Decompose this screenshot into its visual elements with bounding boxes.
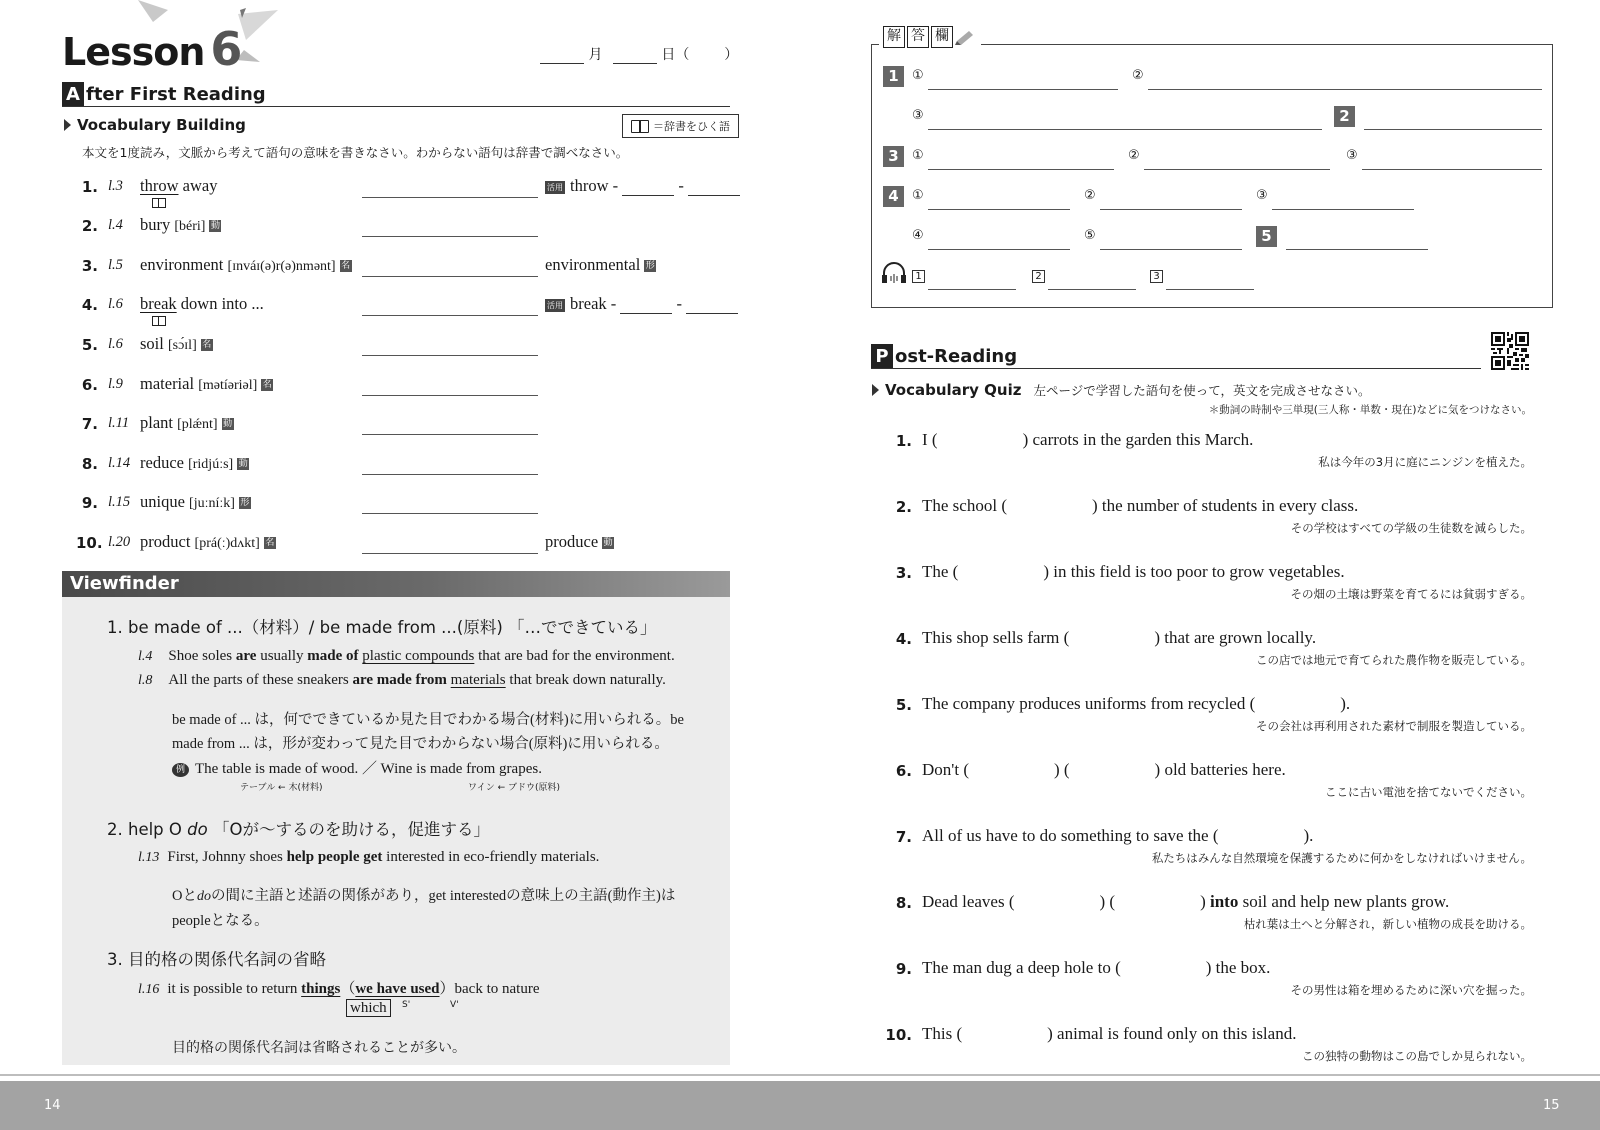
answer-q3: 3 xyxy=(883,146,904,167)
point1-heading: 1. be made of ...（材料）/ be made from ...(原料) 「…でできている」 xyxy=(107,618,657,637)
answer-q4: 4 xyxy=(883,186,904,207)
point2-note1: Oとdoの間に主語と述語の関係があり，get interestedの意味上の主語(動作主)は xyxy=(172,888,676,904)
vocab-word: reduce [ridjúːs] 動 xyxy=(140,453,248,472)
after-first-reading-header: A fter First Reading xyxy=(62,82,730,107)
quiz-number: 10. xyxy=(885,1026,912,1044)
part-of-speech-tag: 名 xyxy=(265,538,275,549)
answer-3-2-label: ② xyxy=(1128,148,1140,163)
conjugation-blank[interactable] xyxy=(620,298,672,314)
vocab-line-ref: l.11 xyxy=(108,415,130,431)
point3-heading: 3. 目的格の関係代名詞の省略 xyxy=(107,950,326,969)
answer-5-field[interactable] xyxy=(1286,249,1428,250)
page-footer xyxy=(0,1081,1600,1130)
answer-1-1-label: ① xyxy=(912,68,924,83)
quiz-sentence: All of us have to do something to save the ( ). xyxy=(922,826,1314,845)
part-of-speech-tag: 動 xyxy=(210,221,220,232)
vocab-word: break down into ... xyxy=(140,294,264,313)
listening-3-field[interactable] xyxy=(1166,289,1254,290)
answer-3-3-label: ③ xyxy=(1346,148,1358,163)
meaning-answer-field[interactable] xyxy=(362,453,538,475)
example-gloss-wine: ワイン ← ブドウ(原料) xyxy=(468,783,561,793)
quiz-sentence: The man dug a deep hole to ( ) the box. xyxy=(922,958,1271,977)
answer-2-field[interactable] xyxy=(1364,129,1542,130)
which-box: which xyxy=(346,1000,391,1017)
quiz-translation: この独特の動物はこの島でしか見られない。 xyxy=(1302,1049,1532,1063)
quiz-translation: その男性は箱を埋めるために深い穴を掘った。 xyxy=(1290,983,1532,997)
example-gloss-table: テーブル ← 木(材料) xyxy=(240,783,323,793)
listening-3-label: 3 xyxy=(1150,268,1163,283)
vocab-number: 9. xyxy=(81,494,98,512)
footer-divider xyxy=(0,1074,1600,1076)
subject-mark: S' xyxy=(402,1000,411,1010)
quiz-sentence: Don't ( ) ( ) old batteries here. xyxy=(922,760,1286,779)
right-page-number: 15 xyxy=(1543,1098,1560,1113)
part-of-speech-tag: 名 xyxy=(202,340,212,351)
point3-example: l.16 it is possible to return things（we have used）back to nature xyxy=(138,981,540,997)
quiz-number: 8. xyxy=(895,894,912,912)
answer-q2: 2 xyxy=(1334,106,1355,127)
answer-3-1-label: ① xyxy=(912,148,924,163)
quiz-sentence: The company produces uniforms from recycled ( ). xyxy=(922,694,1351,713)
answer-4-1-field[interactable] xyxy=(928,209,1070,210)
answer-4-2-label: ② xyxy=(1084,188,1096,203)
vocab-word: environment [ɪnváɪ(ə)r(ə)nmənt] 名 xyxy=(140,255,351,274)
meaning-answer-field[interactable] xyxy=(362,215,538,237)
quiz-sentence: This ( ) animal is found only on this island. xyxy=(922,1024,1297,1043)
quiz-number: 7. xyxy=(895,828,912,846)
quiz-sentence: Dead leaves ( ) ( ) into soil and help new plants grow. xyxy=(922,892,1450,911)
point2-example: l.13 First, Johnny shoes help people get interested in eco-friendly materials. xyxy=(138,849,600,865)
meaning-answer-field[interactable] xyxy=(362,492,538,514)
related-word: produce 動 xyxy=(545,532,613,551)
point1-note2: made from ... は，形が変わって見た目でわからない場合(原料)に用いられる。 xyxy=(172,736,669,752)
answer-3-3-field[interactable] xyxy=(1362,169,1542,170)
vocab-word: soil [sɔ́ɪl] 名 xyxy=(140,334,212,353)
point2-heading: 2. help O do 「Oが～するのを助ける，促進する」 xyxy=(107,820,490,839)
vocab-number: 10. xyxy=(76,534,103,552)
vocab-line-ref: l.5 xyxy=(108,257,123,273)
point1-example2: l.8 All the parts of these sneakers are made from materials that break down naturally. xyxy=(138,672,666,688)
conjugation-prompt: 活用 break - - xyxy=(545,294,738,314)
answer-4-5-label: ⑤ xyxy=(1084,228,1096,243)
vocab-number: 6. xyxy=(81,376,98,394)
vocab-number: 1. xyxy=(81,178,98,196)
vocab-word: plant [plǽnt] 動 xyxy=(140,413,233,432)
part-of-speech-tag: 動 xyxy=(238,459,248,470)
quiz-number: 4. xyxy=(895,630,912,648)
headphones-icon xyxy=(881,262,907,284)
answer-4-3-label: ③ xyxy=(1256,188,1268,203)
quiz-translation: その学校はすべての学級の生徒数を減らした。 xyxy=(1290,521,1532,535)
day-blank[interactable] xyxy=(613,48,657,64)
quiz-sentence: The ( ) in this field is too poor to grow vegetables. xyxy=(922,562,1345,581)
point1-note1: be made of ... は，何でできているか見た目でわかる場合(材料)に用いられる。be xyxy=(172,712,684,728)
conjugation-blank[interactable] xyxy=(688,180,740,196)
date-line: 月 日（ ） xyxy=(540,44,738,64)
listening-2-field[interactable] xyxy=(1048,289,1136,290)
meaning-answer-field[interactable] xyxy=(362,334,538,356)
answer-q5: 5 xyxy=(1256,226,1277,247)
point1-example1: l.4 Shoe soles are usually made of plastic compounds that are bad for the environment. xyxy=(138,648,675,664)
vocab-building-title: Vocabulary Building xyxy=(64,116,246,134)
conjugation-prompt: 活用 throw - - xyxy=(545,176,740,196)
answer-3-2-field[interactable] xyxy=(1144,169,1330,170)
vocab-instruction: 本文を1度読み，文脈から考えて語句の意味を書きなさい。わからない語句は辞書で調べなさい。 xyxy=(82,145,629,160)
quiz-number: 2. xyxy=(895,498,912,516)
quiz-note: ＊動詞の時制や三単現(三人称・単数・現在)などに気をつけなさい。 xyxy=(1208,404,1532,416)
vocab-number: 5. xyxy=(81,336,98,354)
meaning-answer-field[interactable] xyxy=(362,374,538,396)
quiz-sentence: I ( ) carrots in the garden this March. xyxy=(922,430,1254,449)
quiz-translation: この店では地元で育てられた農作物を販売している。 xyxy=(1256,653,1532,667)
answer-1-3-field[interactable] xyxy=(928,129,1322,130)
post-reading-header: P ost-Reading xyxy=(871,344,1481,369)
answer-4-3-field[interactable] xyxy=(1272,209,1414,210)
vocab-line-ref: l.15 xyxy=(108,494,131,510)
verb-mark: V' xyxy=(450,1000,459,1010)
vocab-word: throw away xyxy=(140,176,218,195)
quiz-translation: 私たちはみんな自然環境を保護するために何かをしなければいけません。 xyxy=(1151,851,1532,865)
point1-example: 例 The table is made of wood. ／ Wine is made from grapes. xyxy=(172,757,542,778)
answer-4-4-label: ④ xyxy=(912,228,924,243)
vocab-number: 4. xyxy=(81,296,98,314)
part-of-speech-tag: 名 xyxy=(341,261,351,272)
part-of-speech-tag: 名 xyxy=(262,380,272,391)
vocab-line-ref: l.6 xyxy=(108,296,123,312)
listening-2-label: 2 xyxy=(1032,268,1045,283)
vocab-line-ref: l.4 xyxy=(108,217,123,233)
listening-1-label: 1 xyxy=(912,268,925,283)
vocab-word: bury [béri] 動 xyxy=(140,215,220,234)
lesson-title: Lesson 6 xyxy=(62,22,242,76)
quiz-translation: 私は今年の3月に庭にニンジンを植えた。 xyxy=(1318,455,1532,469)
quiz-translation: その会社は再利用された素材で制服を製造している。 xyxy=(1256,719,1532,733)
answer-3-1-field[interactable] xyxy=(928,169,1114,170)
pencil-icon xyxy=(955,29,975,45)
related-word: environmental 形 xyxy=(545,255,655,274)
answer-1-2-label: ② xyxy=(1132,68,1144,83)
vocab-word: product [prá(ː)dʌkt] 名 xyxy=(140,532,275,551)
answer-1-2-field[interactable] xyxy=(1148,89,1542,90)
viewfinder-title: Viewfinder xyxy=(62,571,730,597)
quiz-sentence: The school ( ) the number of students in every class. xyxy=(922,496,1359,515)
vocab-line-ref: l.6 xyxy=(108,336,123,352)
vocab-line-ref: l.20 xyxy=(108,534,131,550)
quiz-translation: ここに古い電池を捨てないでください。 xyxy=(1325,785,1532,799)
dictionary-legend: ＝辞書をひく語 xyxy=(622,114,739,138)
vocab-line-ref: l.3 xyxy=(108,178,123,194)
vocab-word: material [mətíəriəl] 名 xyxy=(140,374,272,393)
conjugation-blank[interactable] xyxy=(622,180,674,196)
quiz-sentence: This shop sells farm ( ) that are grown locally. xyxy=(922,628,1317,647)
quiz-translation: その畑の土壌は野菜を育てるには貧弱すぎる。 xyxy=(1290,587,1532,601)
part-of-speech-tag: 形 xyxy=(240,498,250,509)
qr-code-icon xyxy=(1491,332,1529,370)
answer-q1: 1 xyxy=(883,66,904,87)
vocab-quiz-title: Vocabulary Quiz 左ページで学習した語句を使って，英文を完成させなさい。 xyxy=(872,381,1371,399)
vocab-line-ref: l.14 xyxy=(108,455,131,471)
vocab-line-ref: l.9 xyxy=(108,376,123,392)
quiz-number: 1. xyxy=(895,432,912,450)
answer-box-frame xyxy=(871,44,1553,308)
answer-4-1-label: ① xyxy=(912,188,924,203)
answer-box-label: 解 答 欄 xyxy=(879,26,981,48)
answer-4-5-field[interactable] xyxy=(1100,249,1242,250)
vocab-number: 3. xyxy=(81,257,98,275)
point3-note: 目的格の関係代名詞は省略されることが多い。 xyxy=(172,1041,466,1056)
book-icon xyxy=(152,316,166,326)
part-of-speech-tag: 動 xyxy=(223,419,233,430)
meaning-answer-field[interactable] xyxy=(362,413,538,435)
vocab-number: 7. xyxy=(81,415,98,433)
book-icon xyxy=(631,120,649,133)
point2-note2: peopleとなる。 xyxy=(172,913,269,929)
quiz-number: 3. xyxy=(895,564,912,582)
meaning-answer-field[interactable] xyxy=(362,294,538,316)
conjugation-blank[interactable] xyxy=(686,298,738,314)
vocab-word: unique [juːníːk] 形 xyxy=(140,492,250,511)
meaning-answer-field[interactable] xyxy=(362,532,538,554)
quiz-number: 5. xyxy=(895,696,912,714)
month-blank[interactable] xyxy=(540,48,584,64)
quiz-translation: 枯れ葉は土へと分解され，新しい植物の成長を助ける。 xyxy=(1243,917,1532,931)
book-icon xyxy=(152,198,166,208)
quiz-number: 9. xyxy=(895,960,912,978)
vocab-number: 2. xyxy=(81,217,98,235)
vocab-number: 8. xyxy=(81,455,98,473)
meaning-answer-field[interactable] xyxy=(362,176,538,198)
left-page-number: 14 xyxy=(44,1098,61,1113)
meaning-answer-field[interactable] xyxy=(362,255,538,277)
answer-1-3-label: ③ xyxy=(912,108,924,123)
listening-1-field[interactable] xyxy=(928,289,1016,290)
answer-4-4-field[interactable] xyxy=(928,249,1070,250)
answer-4-2-field[interactable] xyxy=(1100,209,1242,210)
answer-1-1-field[interactable] xyxy=(928,89,1118,90)
quiz-number: 6. xyxy=(895,762,912,780)
